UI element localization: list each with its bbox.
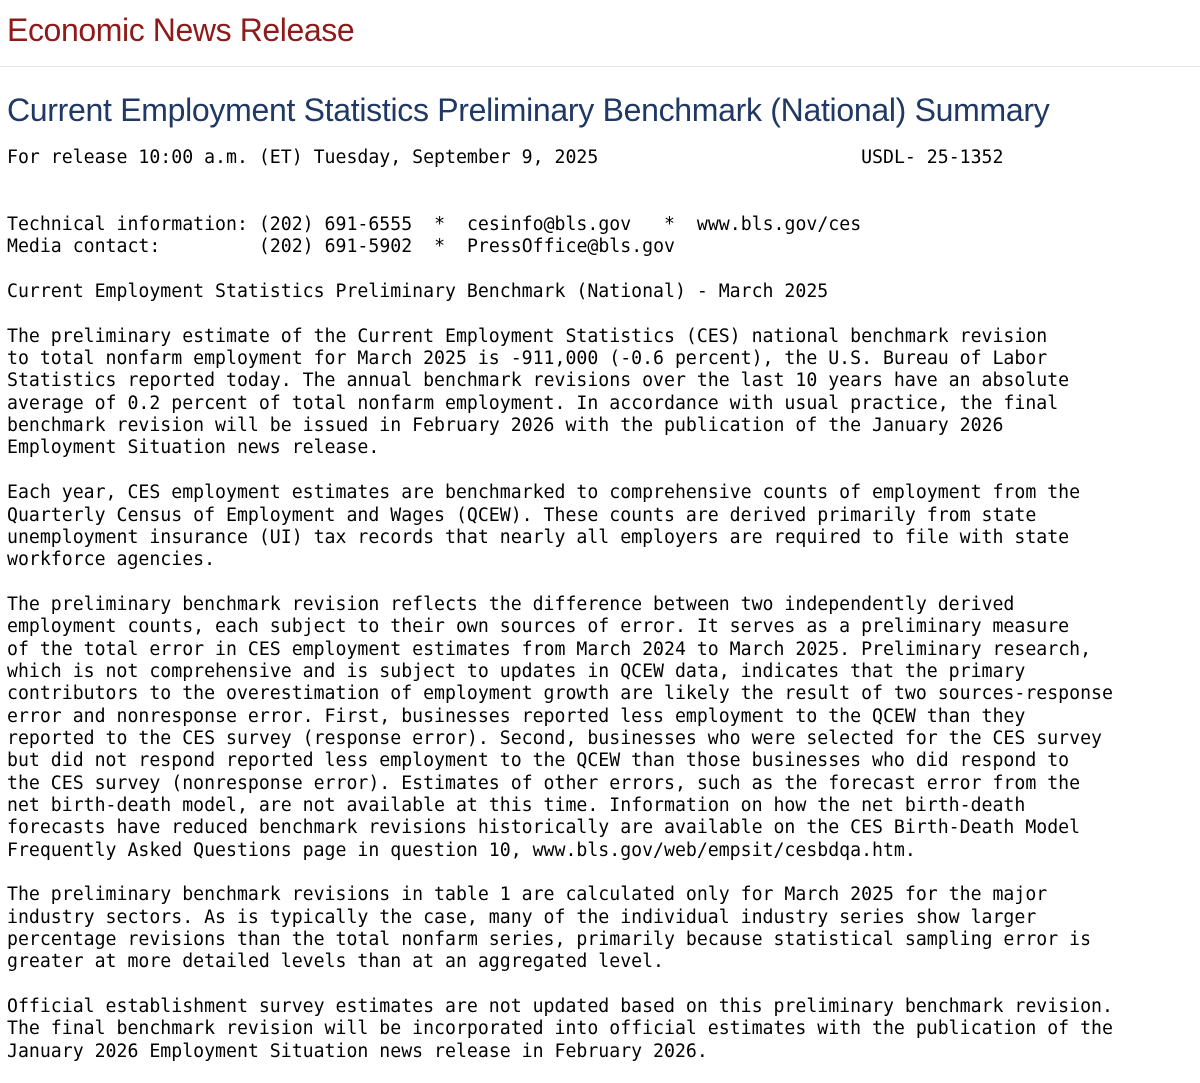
paragraph-industry-revisions: The preliminary benchmark revisions in table 1 are calculated only for March 2025 for the major industry sectors. As is typically the case, many of the individual industry series show larger percentage revisions than the total nonfarm series, primarily because statistical sampling error is greater at more detailed levels than at an aggregated level. [7,884,1092,973]
release-body [7,147,1113,1063]
site-header [0,0,1200,67]
media-contact-label: Media contact: [7,236,161,258]
technical-website-link[interactable]: www.bls.gov/ces [696,214,862,236]
paragraph-official-estimates: Official establishment survey estimates are not updated based on this preliminary benchmark revision. The final benchmark revision will be incorporated into official estimates with the publication of the January 2026 Employment Situation news release in February 2026. [7,996,1113,1062]
media-email-link[interactable]: PressOffice@bls.gov [466,236,675,258]
technical-phone: (202) 691-6555 [258,214,413,236]
separator-asterisk: * [434,236,446,258]
separator-asterisk: * [434,214,446,236]
site-title[interactable]: Economic News Release [7,12,355,48]
paragraph-benchmark-estimate: The preliminary estimate of the Current Employment Statistics (CES) national benchmark revision to total nonfarm employment for March 2025 is -911,000 (-0.6 percent), the U.S. Bureau of Labor Statistics reported today. The annual benchmark revisions over the last 10 years have an absolute average of 0.2 percent of total nonfarm employment. In accordance with usual practice, the final benchmark revision will be issued in February 2026 with the publication of the January 2026 Employment Situation news release. [7,325,1070,459]
release-date-line: For release 10:00 a.m. (ET) Tuesday, September 9, 2025 [7,147,599,168]
technical-email-link[interactable]: cesinfo@bls.gov [466,214,632,236]
release-subtitle: Current Employment Statistics Preliminary Benchmark (National) - March 2025 [7,281,829,303]
release-title: Current Employment Statistics Preliminary Benchmark (National) Summary [7,92,1050,128]
separator-asterisk: * [664,214,675,236]
paragraph-error-sources: The preliminary benchmark revision reflects the difference between two independently derived employment counts, each subject to their own sources of error. It serves as a preliminary measure of the total error in CES employment estimates from March 2024 to March 2025. Preliminary research, which is not comprehensive and is subject to updates in QCEW data, indicates that the primary contributors to the overestimation of employment growth are likely the result of two sources-response error and nonresponse error. First, businesses reported less employment to the QCEW than they reported to the CES survey (response error). Second, businesses who were selected for the CES survey but did not respond reported less employment to the QCEW than those businesses who did respond to the CES survey (nonresponse error). Estimates of other errors, such as the forecast error from the net birth-death model, are not available at this time. Information on how the net birth-death forecasts have reduced benchmark revisions historically are available on the CES Birth-Death Model Frequently Asked Questions page in question 10, www.bls.gov/web/empsit/cesbdqa.htm. [7,593,1113,861]
technical-info-label: Technical information: [7,214,248,236]
media-phone: (202) 691-5902 [258,236,413,258]
paragraph-qcew-background: Each year, CES employment estimates are benchmarked to comprehensive counts of employment from the Quarterly Census of Employment and Wages (QCEW). These counts are derived primarily from state unemployment insurance (UI) tax records that nearly all employers are required to file with state workforce agencies. [7,482,1081,571]
release-number: USDL- 25-1352 [861,147,1004,168]
